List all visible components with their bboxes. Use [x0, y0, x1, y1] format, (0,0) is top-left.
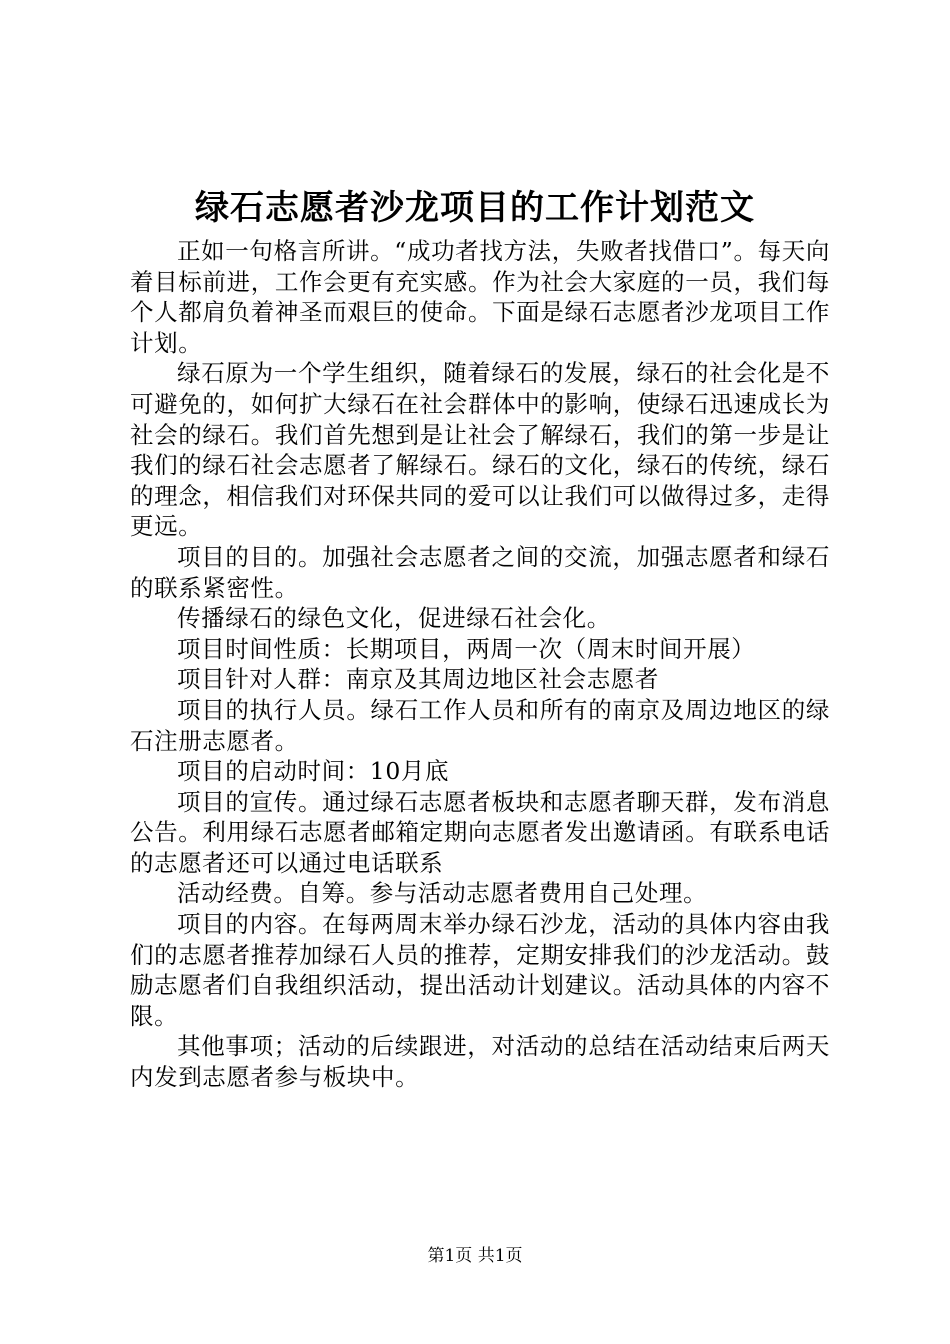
paragraph-background: 绿石原为一个学生组织，随着绿石的发展，绿石的社会化是不可避免的，如何扩大绿石在社会群体中的影响，使绿石迅速成长为社会的绿石。我们首先想到是让社会了解绿石，我们的第一步是让我们的绿石社会志愿者了解绿石。绿石的文化，绿石的传统，绿石的理念，相信我们对环保共同的爱可以让我们可以做得过多，走得更远。 — [130, 359, 830, 541]
paragraph-start-time: 项目的启动时间：10月底 — [177, 757, 450, 786]
page-footer: 第1页 共1页 — [427, 1246, 523, 1266]
paragraph-intro: 正如一句格言所讲。“成功者找方法，失败者找借口”。每天向着目标前进，工作会更有充实感。作为社会大家庭的一员，我们每个人都肩负着神圣而艰巨的使命。下面是绿石志愿者沙龙项目工作计划。 — [130, 237, 830, 357]
document-body — [130, 236, 830, 1093]
paragraph-target-group: 项目针对人群：南京及其周边地区社会志愿者 — [177, 665, 659, 694]
paragraph-other: 其他事项；活动的后续跟进，对活动的总结在活动结束后两天内发到志愿者参与板块中。 — [130, 1032, 830, 1092]
paragraph-publicity: 项目的宣传。通过绿石志愿者板块和志愿者聊天群，发布消息公告。利用绿石志愿者邮箱定期向志愿者发出邀请函。有联系电话的志愿者还可以通过电话联系 — [130, 787, 830, 877]
paragraph-content: 项目的内容。在每两周末举办绿石沙龙，活动的具体内容由我们的志愿者推荐加绿石人员的推荐，定期安排我们的沙龙活动。鼓励志愿者们自我组织活动，提出活动计划建议。活动具体的内容不限。 — [130, 910, 830, 1030]
paragraph-executors: 项目的执行人员。绿石工作人员和所有的南京及周边地区的绿石注册志愿者。 — [130, 695, 830, 755]
paragraph-time-nature: 项目时间性质：长期项目，两周一次（周末时间开展） — [177, 634, 756, 663]
paragraph-purpose: 项目的目的。加强社会志愿者之间的交流，加强志愿者和绿石的联系紧密性。 — [130, 542, 830, 602]
paragraph-culture: 传播绿石的绿色文化，促进绿石社会化。 — [177, 604, 611, 633]
document-title: 绿石志愿者沙龙项目的工作计划范文 — [195, 188, 755, 228]
paragraph-funding: 活动经费。自筹。参与活动志愿者费用自己处理。 — [177, 879, 708, 908]
